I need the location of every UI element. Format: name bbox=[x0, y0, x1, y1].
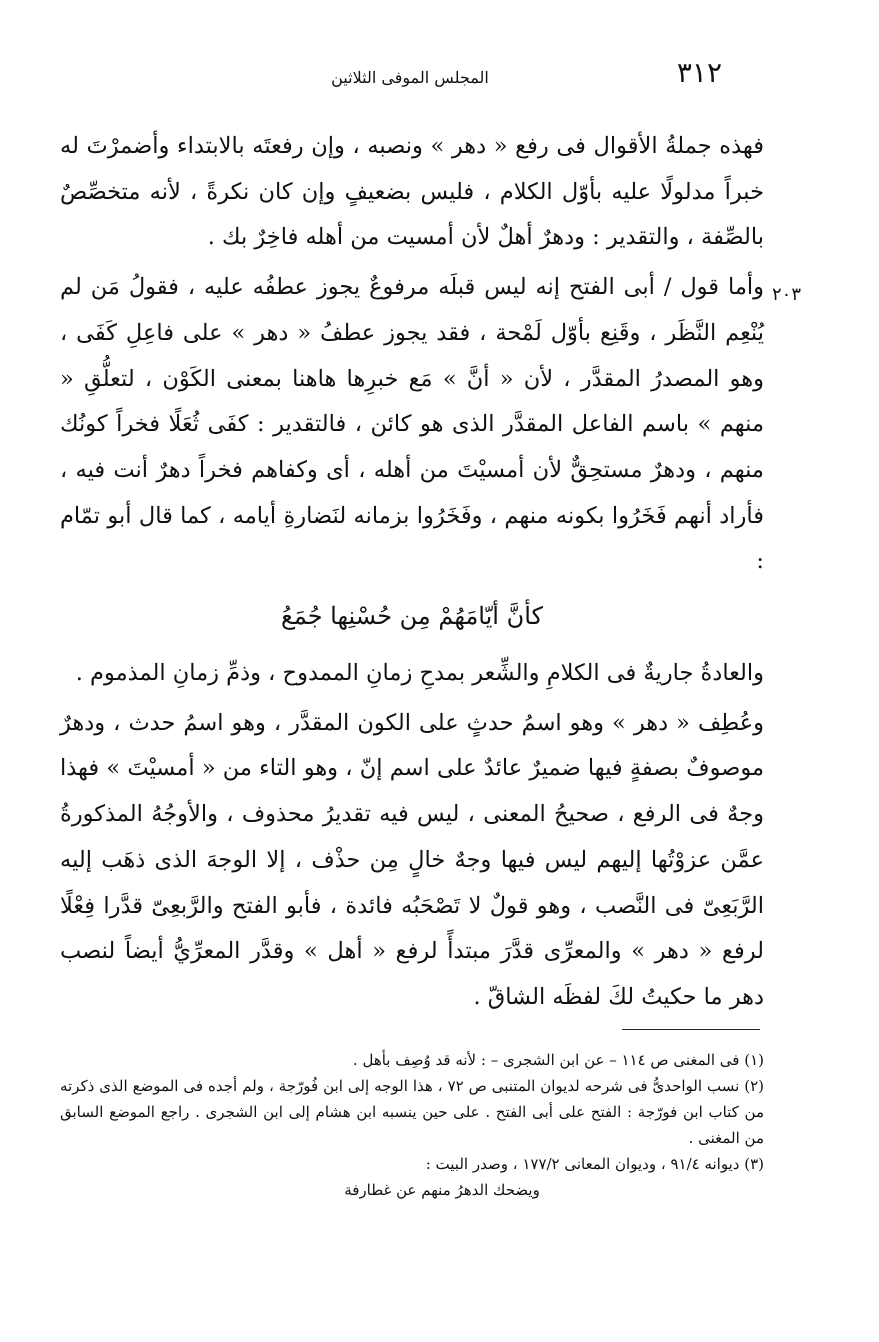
paragraph-1: فهذه جملةُ الأقوال فى رفع « دهر » ونصبه ، وإن رفعتَه بالابتداء وأضمرْتَ له خبراً مدلولًا عليه بأوّل الكلام ، فليس بضعيفٍ وإن كان نكرةً ، لأنه متخصِّصٌ بالصِّفة ، والتقدير : ودهرٌ أهلٌ لأن أمسيت من أهله فاخِرٌ بك . bbox=[60, 133, 764, 251]
footnotes bbox=[60, 1047, 764, 1203]
verse-line: كأنَّ أيّامَهُمْ مِن حُسْنِها جُمَعُ bbox=[281, 602, 543, 631]
main-text bbox=[60, 124, 764, 1021]
paragraph-4: وعُطِف « دهر » وهو اسمُ حدثٍ على الكون المقدَّر ، وهو اسمُ حدث ، ودهرٌ موصوفٌ بصفةٍ فيها ضميرٌ عائدٌ على اسم إنّ ، وهو التاء من « أمسيْتَ » فهذا وجهٌ فى الرفع ، صحيحُ المعنى ، ليس فيه تقديرُ محذوف ، والأوجُهُ المذكورةُ عمَّن عزوْتُها إليهم ليس فيها وجهٌ خالٍ مِن حذْف ، إلا الوجهَ الذى ذهَب إليه الرَّبَعِىّ فى النَّصب ، وهو قولٌ لا تَصْحَبُه فائدة ، فأبو الفتح والرَّبعِىّ قدَّرا فِعْلًا لرفع « دهر » والمعرِّى قدَّرَ مبتدأً لرفع « أهل » وقدَّر المعرِّيُّ أيضاً لنصب دهر ما حكيتُ لكَ لفظَه الشاقّ . bbox=[60, 709, 764, 1010]
page-header bbox=[60, 56, 760, 96]
page-number: ٣١٢ bbox=[676, 56, 722, 89]
footnote-separator bbox=[622, 1029, 760, 1030]
margin-folio-number: ٢٠٣ bbox=[772, 284, 802, 305]
footnote-3-verse: ويضحك الدهرُ منهم عن غطارفة bbox=[344, 1181, 540, 1199]
paragraph-2: وأما قول / أبى الفتح إنه ليس قبلَه مرفوعٌ يجوز عطفُه عليه ، فقولُ مَن لم يُنْعِم النَّظَر ، وقَنِع بأوّل لَمْحة ، فقد يجوز عطفُ « دهر » على فاعِلِ كَفَى ، وهو المصدرُ المقدَّر ، لأن « أنَّ » مَع خبرِها هاهنا بمعنى الكَوْن ، لتعلُّقِ « منهم » باسم الفاعل المقدَّر الذى هو كائن ، فالتقدير : كفَى ثُعَلًا فخراً كونُك منهم ، ودهرٌ مستحِقٌّ لأن أمسيْتَ من أهله ، أى وكفاهم فخراً دهرٌ أنت فيه ، فأراد أنهم فَخَرُوا بكونه منهم ، وفَخَرُوا بزمانه لنَضارةِ أيامه ، كما قال أبو تمّام : bbox=[60, 274, 764, 575]
footnote-3: (٣) ديوانه ٩١/٤ ، وديوان المعانى ١٧٧/٢ ، وصدر البيت : bbox=[425, 1155, 764, 1173]
running-title: المجلس الموفى الثلاثين bbox=[331, 68, 489, 87]
footnote-1: (١) فى المغنى ص ١١٤ – عن ابن الشجرى – : لأنه قد وُصِف بأهل . bbox=[352, 1051, 764, 1069]
paragraph-3: والعادةُ جاريةٌ فى الكلامِ والشِّعر بمدحِ زمانِ الممدوح ، وذمِّ زمانِ المذموم . bbox=[75, 660, 764, 687]
footnote-2: (٢) نسب الواحدىُّ فى شرحه لديوان المتنبى ص ٧٢ ، هذا الوجه إلى ابن فُورّجة ، ولم أجده فى الموضع الذى ذكرته من كتاب ابن فورّجة : الفتح على أبى الفتح . على حين ينسبه ابن هشام إلى ابن الشجرى . راجع الموضع السابق من المغنى . bbox=[60, 1077, 764, 1147]
